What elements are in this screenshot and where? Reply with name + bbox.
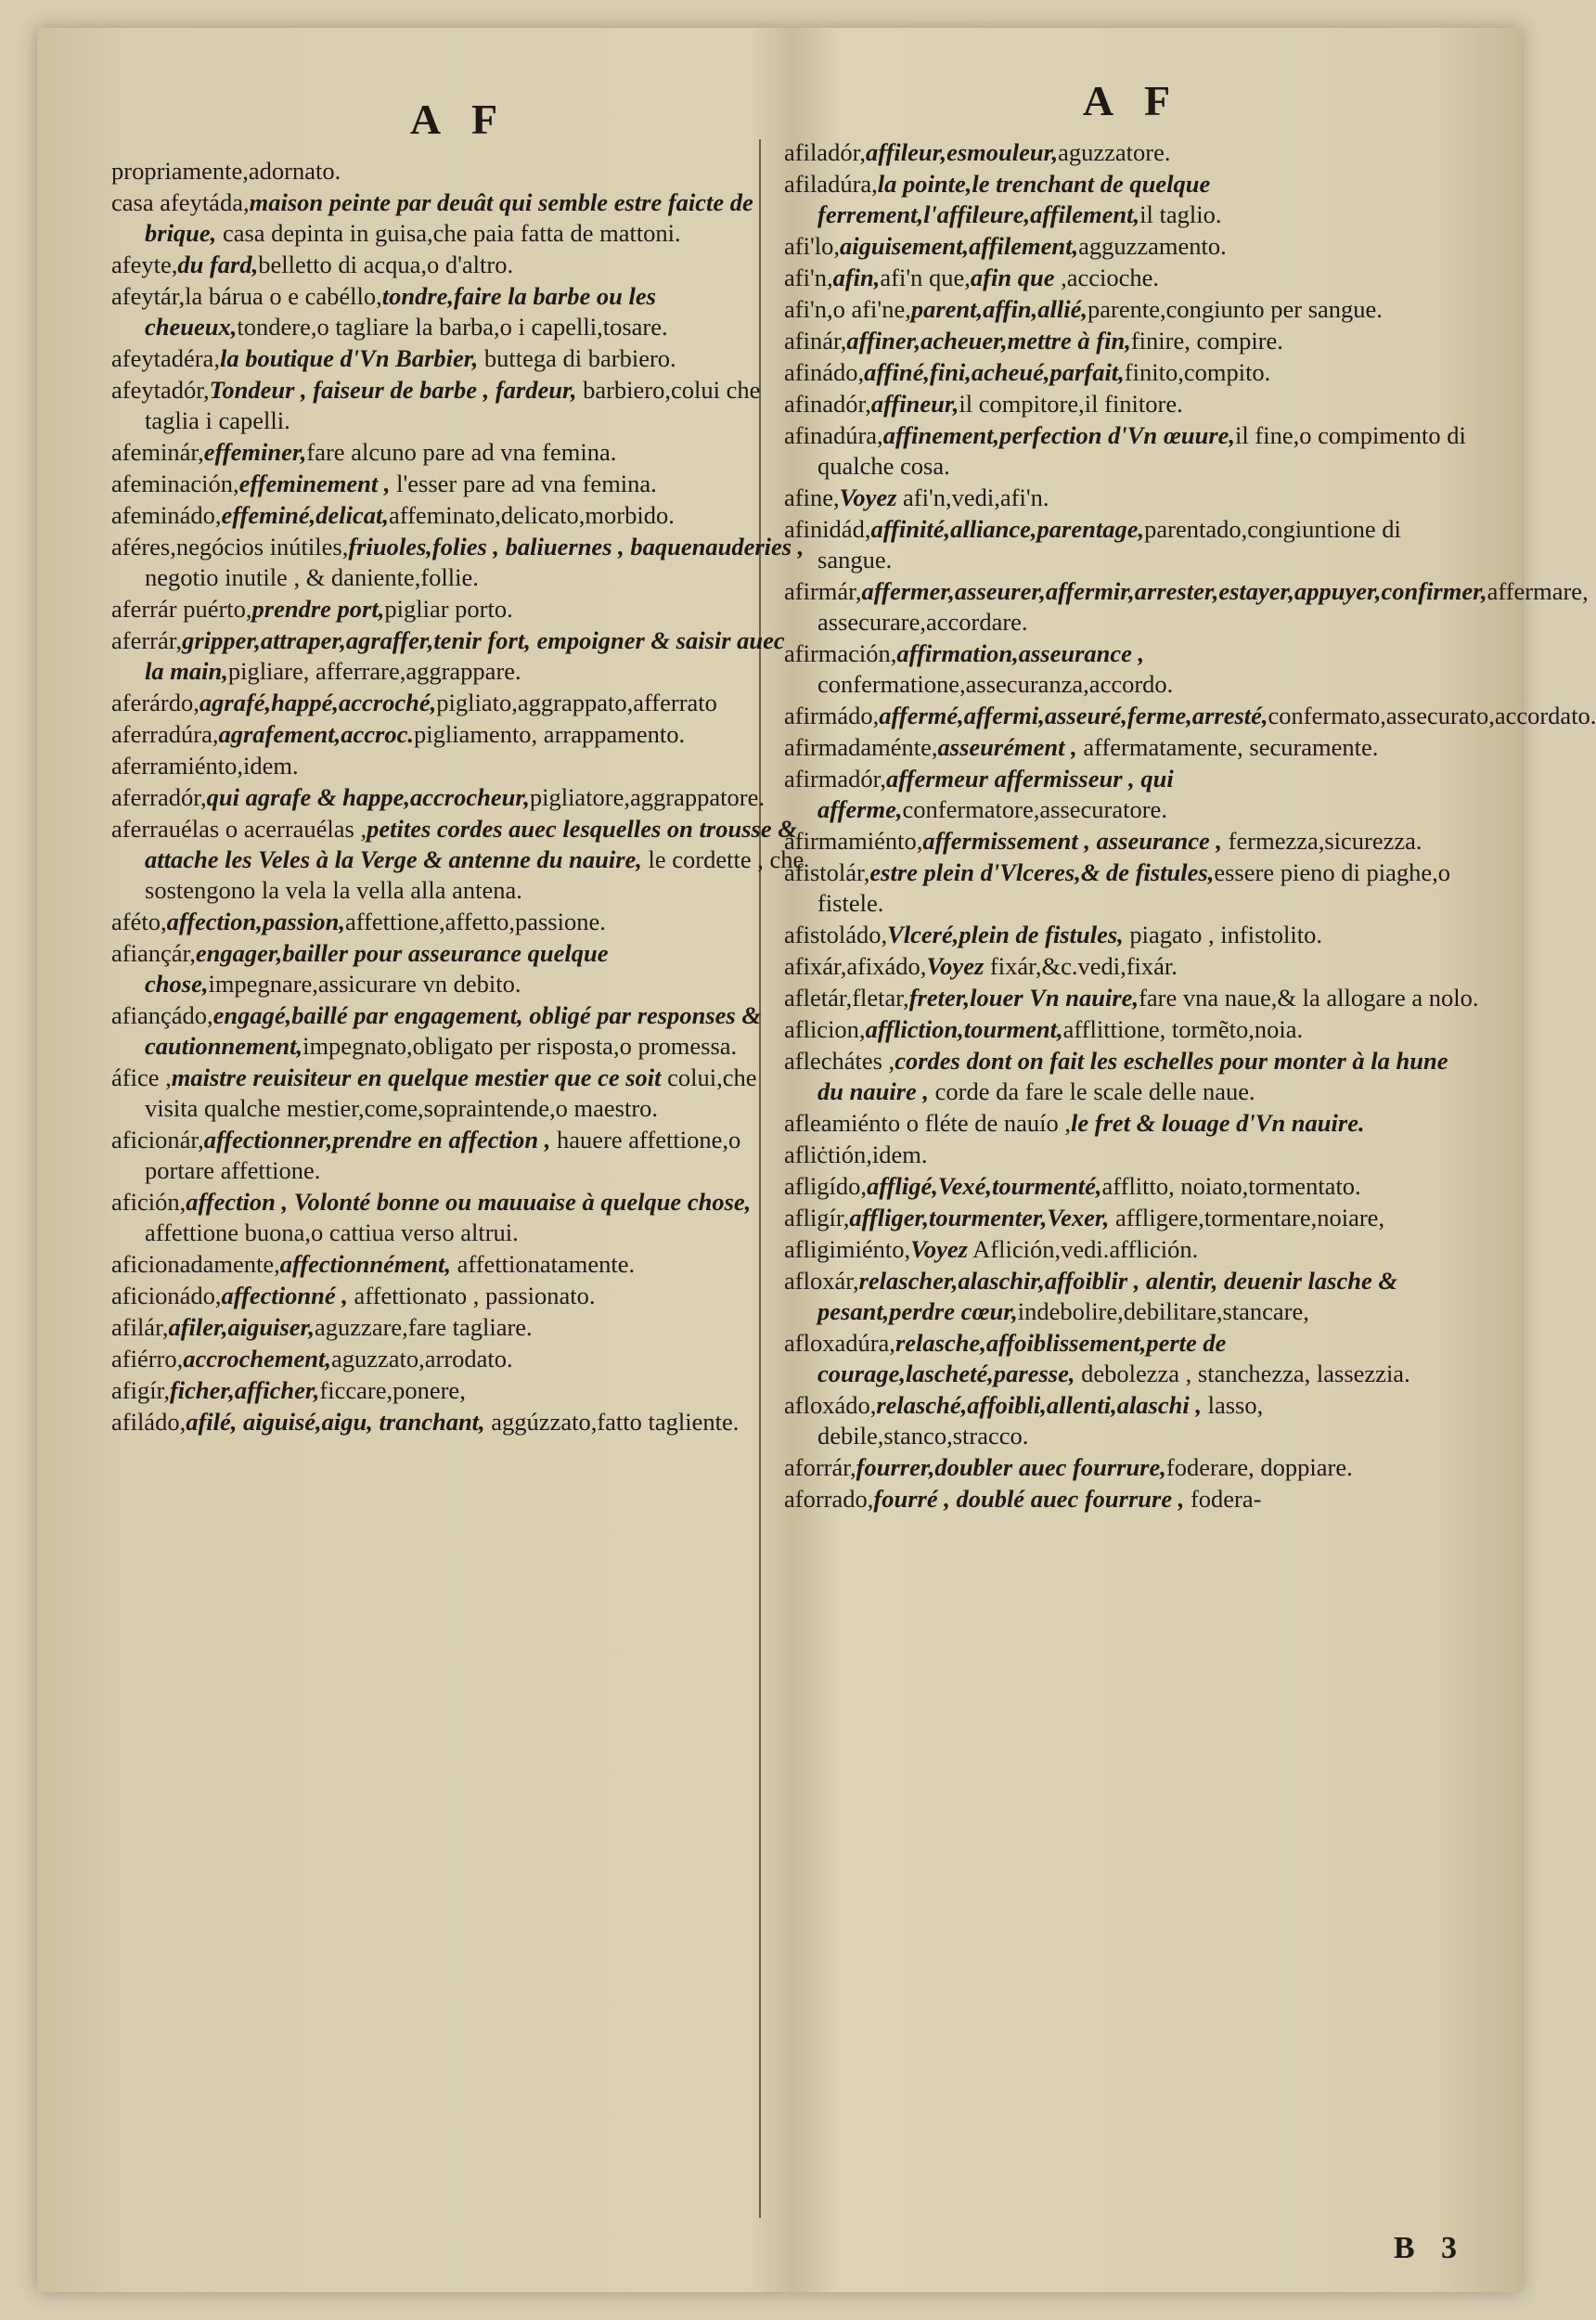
dictionary-entry: [111, 625, 807, 687]
dictionary-entry: [111, 1125, 807, 1186]
french-gloss: Voyez: [910, 1235, 968, 1263]
dictionary-entry: [784, 1108, 1480, 1139]
french-gloss: affectionner,prendre en affection ,: [203, 1126, 551, 1154]
headword: aficionádo,: [111, 1282, 222, 1309]
dictionary-entry: [111, 938, 807, 999]
dictionary-entry: [111, 437, 807, 468]
headword: afleamiénto o fléte de nauío ,: [784, 1109, 1072, 1137]
headword: afiérro,: [111, 1345, 184, 1373]
french-gloss: afin,: [832, 264, 881, 291]
french-gloss: affliction,tourment,: [865, 1015, 1063, 1043]
dictionary-entry: [111, 1249, 807, 1280]
headword: afeminación,: [111, 470, 239, 497]
headword: aferramiénto,idem.: [111, 752, 299, 780]
dictionary-entry: [784, 231, 1480, 262]
headword: afeytadéra,: [111, 344, 220, 372]
dictionary-entry: [784, 137, 1480, 168]
french-gloss: parent,affin,allié,: [910, 295, 1088, 323]
headword: afirmár,: [784, 577, 862, 605]
left-column: [111, 28, 807, 2292]
italian-gloss: affermatamente, securamente.: [1076, 733, 1379, 761]
italian-gloss: indebolire,debilitare,stancare,: [1017, 1297, 1309, 1325]
headword: afixár,afixádo,: [784, 952, 927, 980]
french-gloss: la pointe,le trenchant de quelque ferrement,l'affileure,affilement,: [817, 170, 1211, 228]
headword: afirmádo,: [784, 702, 880, 729]
italian-gloss: parentado,congiuntione di sangue.: [817, 515, 1401, 574]
italian-gloss: affeminato,delicato,morbido.: [389, 501, 675, 529]
italian-gloss: ficcare,ponere,: [319, 1376, 466, 1404]
italian-gloss: impegnare,assicurare vn debito.: [208, 970, 521, 998]
italian-gloss: fixár,&c.vedi,fixár.: [984, 952, 1178, 980]
french-gloss: gripper,attraper,agraffer,tenir fort, empoigner & saisir auec la main,: [145, 626, 785, 685]
french-gloss: Tondeur , faiseur de barbe , fardeur,: [209, 376, 577, 404]
dictionary-entry: [111, 156, 807, 187]
dictionary-entry: [111, 1375, 807, 1406]
headword: aficionár,: [111, 1126, 204, 1154]
french-gloss: effeminement ,: [238, 470, 391, 497]
headword: afeminár,: [111, 438, 204, 466]
dictionary-entry: [784, 732, 1480, 763]
french-gloss: affermer,asseurer,affermir,arrester,estayer,appuyer,confirmer,: [861, 577, 1487, 605]
italian-gloss: belletto di acqua,o d'altro.: [258, 251, 514, 278]
french-gloss: affection,passion,: [166, 908, 345, 935]
dictionary-entry: [111, 469, 807, 499]
dictionary-entry: [784, 576, 1589, 638]
italian-gloss: affligere,tormentare,noiare,: [1109, 1204, 1385, 1231]
french-gloss: Vlceré,plein de fistules,: [887, 921, 1124, 948]
italian-gloss: colui,che visita qualche mestier,come,sopraintende,o maestro.: [145, 1063, 757, 1122]
headword: afi'n,o afi'ne,: [784, 295, 911, 323]
dictionary-entry: [784, 1014, 1480, 1045]
french-gloss: affermeur affermisseur , qui afferme,: [817, 765, 1174, 823]
headword: aflechátes ,: [784, 1047, 895, 1075]
dictionary-entry: [784, 1328, 1480, 1389]
dictionary-entry: [784, 1484, 1480, 1514]
headword: casa afeytáda,: [111, 188, 250, 216]
dictionary-entry: [111, 187, 807, 249]
headword: afligír,: [784, 1204, 850, 1231]
italian-gloss: affettione,affetto,passione.: [344, 908, 606, 935]
dictionary-entry: [111, 1187, 807, 1248]
french-gloss: freter,louer Vn nauire,: [908, 984, 1139, 1012]
french-gloss: engagé,baillé par engagement, obligé par responses & cautionnement,: [145, 1001, 761, 1060]
dictionary-entry: [784, 169, 1480, 230]
italian-gloss: tondere,o tagliare la barba,o i capelli,tosare.: [237, 313, 668, 341]
french-gloss: qui agrafe & happe,accrocheur,: [206, 783, 530, 811]
italian-gloss: aguzzatore.: [1058, 138, 1171, 166]
dictionary-entry: [111, 1281, 807, 1311]
dictionary-entry: [784, 951, 1480, 982]
french-gloss: friuoles,folies , baliuernes , baquenauderies ,: [348, 533, 804, 561]
headword: aféres,negócios inútiles,: [111, 533, 349, 561]
dictionary-entry: [784, 1171, 1480, 1202]
italian-gloss: casa depinta in guisa,che paia fatta de mattoni.: [216, 219, 681, 247]
headword: afletár,fletar,: [784, 984, 909, 1012]
french-gloss: agrafement,accroc.: [218, 720, 414, 748]
italian-gloss: afflittione, tormẽto,noia.: [1062, 1015, 1304, 1043]
french-gloss: du fard,: [177, 251, 259, 278]
dictionary-entry: [784, 1234, 1480, 1265]
dictionary-entry: [784, 638, 1480, 700]
signature-mark: B 3: [1393, 2231, 1466, 2265]
dictionary-entry: [111, 814, 807, 906]
italian-gloss: afi'n que,: [880, 264, 971, 291]
italian-gloss: buttega di barbiero.: [478, 344, 676, 372]
dictionary-entry: [111, 500, 807, 531]
headword: afi'n,: [784, 264, 833, 291]
dictionary-entry: [784, 357, 1480, 388]
italian-gloss: agguzzamento.: [1078, 232, 1227, 260]
french-gloss: relascher,alaschir,affoiblir , alentir, deuenir lasche & pesant,perdre cœur,: [817, 1267, 1397, 1325]
french-gloss: affection , Volonté bonne ou mauuaise à quelque chose,: [186, 1188, 752, 1216]
italian-gloss: essere pieno di piaghe,o fistele.: [817, 858, 1450, 917]
left-entry-list: [111, 156, 807, 1437]
italian-gloss: pigliamento, arrappamento.: [413, 720, 686, 748]
italian-gloss: aguzzato,arrodato.: [330, 1345, 513, 1373]
french-gloss: affiner,acheuer,mettre à fin,: [846, 327, 1131, 354]
italian-gloss: lasso, debile,stanco,stracco.: [817, 1391, 1264, 1450]
headword: áfice ,: [111, 1063, 172, 1091]
italian-gloss: pigliar porto.: [384, 595, 513, 623]
italian-gloss: finire, compire.: [1130, 327, 1283, 354]
dictionary-entry: [111, 250, 807, 280]
headword: afligído,: [784, 1172, 868, 1200]
italian-gloss: confermatore,assecuratore.: [902, 795, 1167, 823]
french-gloss: afin que: [970, 264, 1055, 291]
dictionary-entry: [784, 1452, 1480, 1483]
italian-gloss: confermatione,assecuranza,accordo.: [817, 670, 1174, 698]
italian-gloss: Aflición,vedi.afflición.: [967, 1235, 1199, 1263]
italian-gloss: affettionatamente.: [451, 1250, 636, 1278]
french-gloss: maistre reuisiteur en quelque mestier que ce soit: [171, 1063, 662, 1091]
headword: afloxádo,: [784, 1391, 877, 1419]
right-running-header: A F: [1082, 77, 1182, 124]
dictionary-entry: [784, 826, 1480, 857]
headword: afinidád,: [784, 515, 871, 543]
headword: aferradór,: [111, 783, 207, 811]
dictionary-entry: [784, 483, 1480, 513]
french-gloss: asseurément ,: [937, 733, 1077, 761]
dictionary-entry: [784, 263, 1480, 293]
italian-gloss: foderare, doppiare.: [1165, 1453, 1353, 1481]
headword: aforrár,: [784, 1453, 856, 1481]
french-gloss: tondre,faire la barbe ou les cheueux,: [145, 282, 656, 341]
headword: afinadúra,: [784, 421, 883, 449]
italian-gloss: hauere affettione,o portare affettione.: [145, 1126, 741, 1184]
headword: aficionadamente,: [111, 1250, 280, 1278]
italian-gloss: debolezza , stanchezza, lassezzia.: [1075, 1360, 1410, 1387]
italian-gloss: piagato , infistolito.: [1123, 921, 1322, 948]
headword: afiladúra,: [784, 170, 878, 198]
dictionary-entry: [784, 294, 1480, 325]
french-gloss: Voyez: [839, 483, 897, 511]
french-gloss: la boutique d'Vn Barbier,: [219, 344, 479, 372]
italian-gloss: impegnato,obligato per risposta,o promessa.: [302, 1032, 738, 1060]
french-gloss: affirmation,asseurance ,: [896, 639, 1145, 667]
dictionary-entry: [111, 375, 807, 436]
right-column: [784, 28, 1596, 2292]
french-gloss: agrafé,happé,accroché,: [199, 689, 437, 716]
headword: aferrár,: [111, 626, 183, 654]
french-gloss: cordes dont on fait les eschelles pour monter à la hune du nauire ,: [817, 1047, 1448, 1105]
headword: afeytár,la bárua o e cabéllo,: [111, 282, 382, 310]
headword: afistolár,: [784, 858, 870, 886]
italian-gloss: fare alcuno pare ad vna femina.: [306, 438, 617, 466]
dictionary-entry: [784, 389, 1480, 419]
headword: afirmadaménte,: [784, 733, 938, 761]
headword: afeminádo,: [111, 501, 222, 529]
dictionary-entry: [784, 1203, 1480, 1233]
french-gloss: le fret & louage d'Vn nauire.: [1071, 1109, 1365, 1137]
french-gloss: affectionné ,: [221, 1282, 348, 1309]
dictionary-entry: [784, 1266, 1480, 1327]
dictionary-entry: [111, 532, 807, 593]
headword: afiládo,: [111, 1408, 187, 1436]
headword: afeyte,: [111, 251, 178, 278]
french-gloss: affineur,: [870, 390, 959, 418]
french-gloss: affliger,tourmenter,Vexer,: [849, 1204, 1110, 1231]
french-gloss: prendre port,: [251, 595, 385, 623]
headword: afiançádo,: [111, 1001, 213, 1029]
dictionary-entry: [111, 1407, 807, 1437]
italian-gloss: confermato,assecurato,accordato.: [1268, 702, 1596, 729]
dictionary-entry: [111, 782, 807, 813]
french-gloss: affinité,alliance,parentage,: [870, 515, 1145, 543]
dictionary-entry: [784, 983, 1480, 1013]
italian-gloss: aggúzzato,fatto tagliente.: [484, 1408, 740, 1436]
dictionary-entry: [111, 688, 807, 718]
dictionary-entry: [784, 920, 1480, 950]
french-gloss: petites cordes auec lesquelles on trousse & attache les Veles à la Verge & antenne du nauire,: [145, 815, 797, 873]
italian-gloss: aguzzare,fare tagliare.: [315, 1313, 533, 1341]
french-gloss: Voyez: [926, 952, 985, 980]
dictionary-entry: [111, 751, 807, 781]
italian-gloss: barbiero,colui che taglia i capelli.: [145, 376, 761, 434]
french-gloss: fourrer,doubler auec fourrure,: [856, 1453, 1166, 1481]
headword: afirmación,: [784, 639, 897, 667]
headword: afición,: [111, 1188, 187, 1216]
italian-gloss: afi'n,vedi,afi'n.: [896, 483, 1049, 511]
headword: afloxár,: [784, 1267, 859, 1295]
headword: aforrado,: [784, 1485, 874, 1513]
french-gloss: affligé,Vexé,tourmenté,: [867, 1172, 1102, 1200]
dictionary-entry: [111, 1312, 807, 1343]
italian-gloss: pigliatore,aggrappatore.: [529, 783, 765, 811]
italian-gloss: ,accioche.: [1054, 264, 1160, 291]
headword: afiançár,: [111, 939, 196, 967]
headword: afloxadúra,: [784, 1329, 895, 1357]
headword: afliċtión,idem.: [784, 1141, 928, 1168]
headword: afi'lo,: [784, 232, 840, 260]
dictionary-entry: [111, 1000, 807, 1062]
french-gloss: aiguisement,affilement,: [839, 232, 1079, 260]
headword: afirmamiénto,: [784, 827, 923, 855]
italian-gloss: finito,compito.: [1124, 358, 1271, 386]
headword: aferrauélas o acerrauélas ,: [111, 815, 367, 843]
italian-gloss: l'esser pare ad vna femina.: [390, 470, 657, 497]
italian-gloss: affermare, assecurare,accordare.: [817, 577, 1589, 636]
italian-gloss: il taglio.: [1139, 200, 1222, 228]
headword: aferradúra,: [111, 720, 219, 748]
dictionary-entry: [111, 1344, 807, 1374]
right-entry-list: [784, 137, 1596, 1514]
italian-gloss: corde da fare le scale delle naue.: [929, 1077, 1255, 1105]
french-gloss: engager,bailler pour asseurance quelque chose,: [145, 939, 609, 998]
italian-gloss: il compitore,il finitore.: [959, 390, 1183, 418]
dictionary-entry: [111, 281, 807, 342]
headword: afligimiénto,: [784, 1235, 911, 1263]
headword: afinadór,: [784, 390, 871, 418]
french-gloss: accrochement,: [183, 1345, 331, 1373]
french-gloss: afiler,aiguiser,: [168, 1313, 315, 1341]
headword: propriamente,adornato.: [111, 157, 341, 185]
dictionary-entry: [784, 701, 1596, 731]
dictionary-entry: [784, 326, 1480, 356]
dictionary-entry: [784, 857, 1480, 919]
headword: aferrár puérto,: [111, 595, 252, 623]
dictionary-entry: [784, 764, 1480, 825]
french-gloss: affiné,fini,acheué,parfait,: [864, 358, 1125, 386]
headword: afine,: [784, 483, 840, 511]
french-gloss: affileur,esmouleur,: [865, 138, 1059, 166]
dictionary-entry: [111, 594, 807, 625]
french-gloss: affectionnément,: [279, 1250, 451, 1278]
italian-gloss: parente,congiunto per sangue.: [1088, 295, 1383, 323]
italian-gloss: fodera-: [1184, 1485, 1262, 1513]
dictionary-page: [37, 28, 1596, 2292]
headword: afeytadór,: [111, 376, 210, 404]
dictionary-entry: [784, 1140, 1480, 1170]
left-running-header: A F: [409, 96, 509, 143]
french-gloss: relasche,affoiblissement,perte de courage,lascheté,paresse,: [817, 1329, 1227, 1387]
french-gloss: affermé,affermi,asseuré,ferme,arresté,: [879, 702, 1268, 729]
french-gloss: estre plein d'Vlceres,& de fistules,: [869, 858, 1215, 886]
french-gloss: relasché,affoibli,allenti,alaschi ,: [876, 1391, 1202, 1419]
dictionary-entry: [784, 514, 1480, 575]
french-gloss: effeminé,delicat,: [221, 501, 389, 529]
headword: afirmadór,: [784, 765, 887, 793]
headword: afinár,: [784, 327, 847, 354]
dictionary-entry: [111, 343, 807, 374]
dictionary-entry: [784, 1046, 1480, 1107]
dictionary-entry: [784, 1390, 1480, 1451]
italian-gloss: negotio inutile , & daniente,follie.: [145, 563, 479, 591]
italian-gloss: affettione buona,o cattiua verso altrui.: [145, 1218, 519, 1246]
headword: afistoládo,: [784, 921, 888, 948]
headword: aferárdo,: [111, 689, 200, 716]
dictionary-entry: [111, 907, 807, 937]
dictionary-entry: [784, 420, 1480, 482]
dictionary-entry: [111, 1063, 807, 1124]
headword: aflicion,: [784, 1015, 866, 1043]
french-gloss: effeminer,: [203, 438, 307, 466]
french-gloss: maison peinte par deuât qui semble estre faicte de brique,: [145, 188, 753, 247]
italian-gloss: afflitto, noiato,tormentato.: [1101, 1172, 1361, 1200]
french-gloss: afilé, aiguisé,aigu, tranchant,: [186, 1408, 485, 1436]
headword: afilár,: [111, 1313, 169, 1341]
italian-gloss: affettionato , passionato.: [347, 1282, 596, 1309]
dictionary-entry: [111, 719, 807, 750]
italian-gloss: il fine,o compimento di qualche cosa.: [817, 421, 1466, 480]
headword: afiladór,: [784, 138, 866, 166]
italian-gloss: pigliato,aggrappato,afferrato: [436, 689, 717, 716]
italian-gloss: fare vna naue,& la allogare a nolo.: [1139, 984, 1479, 1012]
french-gloss: affinement,perfection d'Vn œuure,: [882, 421, 1236, 449]
french-gloss: fourré , doublé auec fourrure ,: [873, 1485, 1185, 1513]
headword: afinádo,: [784, 358, 865, 386]
italian-gloss: le cordette , che sostengono la vela la vella alla antena.: [145, 845, 804, 904]
italian-gloss: fermezza,sicurezza.: [1222, 827, 1422, 855]
headword: afigír,: [111, 1376, 170, 1404]
french-gloss: affermissement , asseurance ,: [922, 827, 1223, 855]
french-gloss: ficher,afficher,: [169, 1376, 320, 1404]
headword: aféto,: [111, 908, 167, 935]
italian-gloss: pigliare, afferrare,aggrappare.: [227, 657, 521, 685]
